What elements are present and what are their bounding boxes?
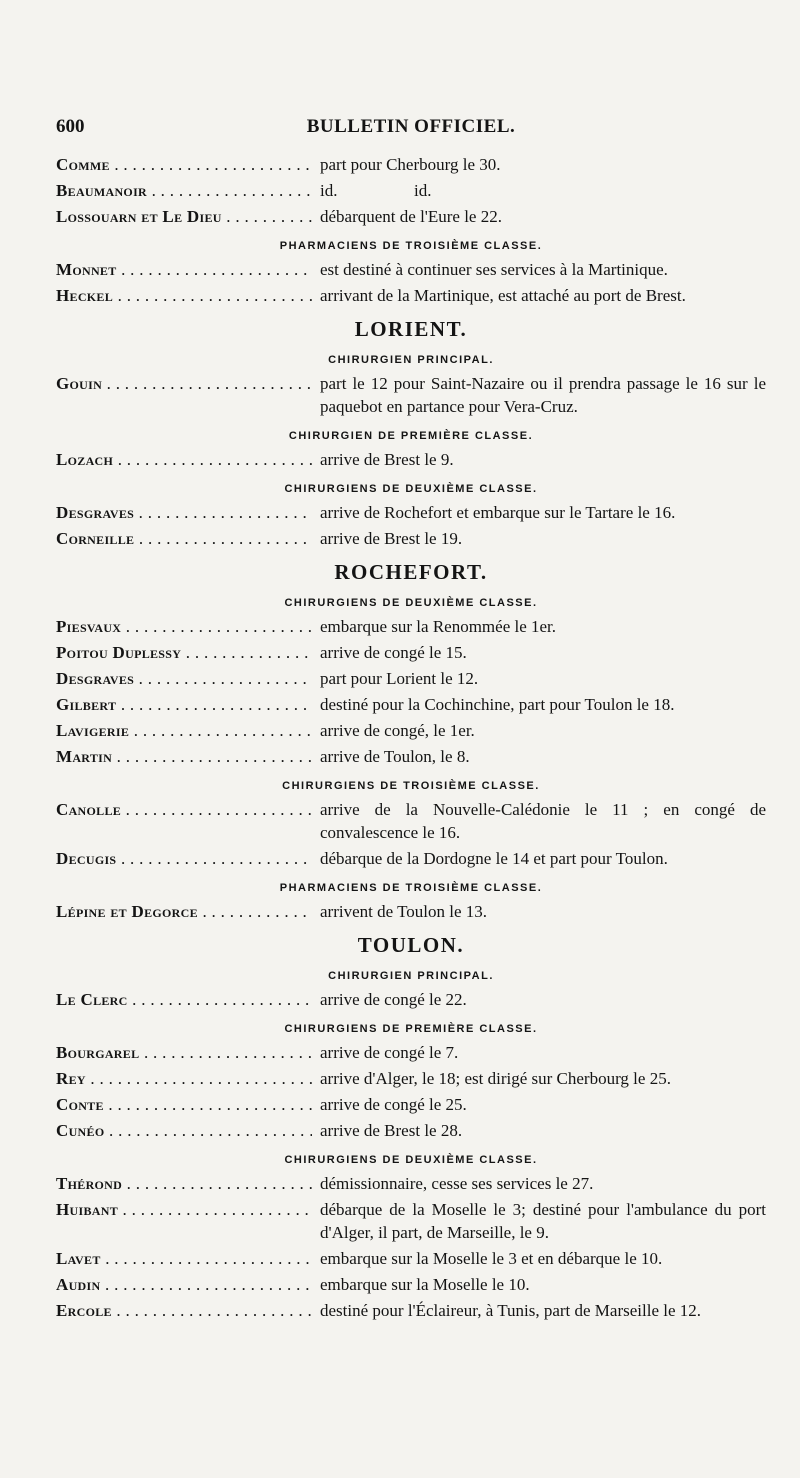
personnel-entry <box>56 284 766 307</box>
personnel-entry <box>56 988 766 1011</box>
personnel-entry <box>56 798 766 844</box>
person-name: Gouin . . . <box>56 372 312 418</box>
rank-heading: CHIRURGIENS DE PREMIÈRE CLASSE. <box>284 1023 538 1035</box>
person-name: Gilbert . . . <box>56 693 312 716</box>
movement-description: destiné pour la Cochinchine, part pour Toulon le 18. <box>320 695 675 714</box>
movement-description: arrivent de Toulon le 13. <box>320 902 488 921</box>
rank-heading: PHARMACIENS DE TROISIÈME CLASSE. <box>279 882 543 894</box>
personnel-entry <box>56 641 766 664</box>
movement-description: démissionnaire, cesse ses services le 27. <box>320 1174 594 1193</box>
personnel-entry <box>56 1247 766 1270</box>
port-heading: LORIENT. <box>354 317 468 341</box>
person-name: Monnet . . . <box>56 258 312 281</box>
person-name: Huibant . . . <box>56 1198 312 1244</box>
personnel-entry <box>56 1273 766 1296</box>
bulletin-title: BULLETIN OFFICIEL. <box>306 116 516 137</box>
movement-description: débarquent de l'Eure le 22. <box>320 207 502 226</box>
port-heading: ROCHEFORT. <box>334 560 488 584</box>
movement-description: arrive de Brest le 28. <box>320 1121 463 1140</box>
personnel-entry <box>56 153 766 176</box>
personnel-entry <box>56 847 766 870</box>
person-name: Lossouarn et Le Dieu . . . <box>56 205 312 228</box>
personnel-entry <box>56 1198 766 1244</box>
movement-description: embarque sur la Renommée le 1er. <box>320 617 557 636</box>
personnel-entry <box>56 1067 766 1090</box>
rank-heading: CHIRURGIEN PRINCIPAL. <box>328 354 494 366</box>
person-name: Lépine et Degorce . . . <box>56 900 312 923</box>
movement-description: arrive de congé le 15. <box>320 643 467 662</box>
movement-description: arrive de la Nouvelle-Calédonie le 11 ; en congé de convalescence le 16. <box>320 800 766 842</box>
personnel-entry <box>56 1093 766 1116</box>
person-name: Lozach . . . <box>56 448 312 471</box>
personnel-entry <box>56 1041 766 1064</box>
person-name: Piesvaux . . . <box>56 615 312 638</box>
movement-description: est destiné à continuer ses services à la Martinique. <box>320 260 668 279</box>
person-name: Lavet . . . <box>56 1247 312 1270</box>
person-name: Desgraves . . . <box>56 501 312 524</box>
rank-heading: CHIRURGIENS DE TROISIÈME CLASSE. <box>282 780 540 792</box>
person-name: Thérond . . . <box>56 1172 312 1195</box>
rank-heading: PHARMACIENS DE TROISIÈME CLASSE. <box>279 240 543 252</box>
personnel-entry <box>56 179 766 202</box>
person-name: Desgraves . . . <box>56 667 312 690</box>
port-heading: TOULON. <box>357 933 465 957</box>
personnel-entry <box>56 501 766 524</box>
movement-description: arrive de Brest le 19. <box>320 529 463 548</box>
movements-list <box>56 153 766 1322</box>
movement-description: arrive de congé le 22. <box>320 990 467 1009</box>
personnel-entry <box>56 372 766 418</box>
movement-description: débarque de la Moselle le 3; destiné pour l'ambulance du port d'Alger, il part, de Marseille, le 9. <box>320 1200 766 1242</box>
person-name: Conte . . . <box>56 1093 312 1116</box>
rank-heading: CHIRURGIEN DE PREMIÈRE CLASSE. <box>288 430 534 442</box>
rank-heading: CHIRURGIENS DE DEUXIÈME CLASSE. <box>284 1154 538 1166</box>
movement-description: arrivant de la Martinique, est attaché au port de Brest. <box>320 286 686 305</box>
movement-description: destiné pour l'Éclaireur, à Tunis, part de Marseille le 12. <box>320 1301 702 1320</box>
personnel-entry <box>56 693 766 716</box>
personnel-entry <box>56 667 766 690</box>
movement-description: arrive de Rochefort et embarque sur le Tartare le 16. <box>320 503 676 522</box>
personnel-entry <box>56 745 766 768</box>
page-header <box>56 110 766 150</box>
page-number: 600 <box>56 116 85 137</box>
person-name: Bourgarel . . . <box>56 1041 312 1064</box>
rank-heading: CHIRURGIEN PRINCIPAL. <box>328 970 494 982</box>
person-name: Canolle . . . <box>56 798 312 844</box>
personnel-entry <box>56 719 766 742</box>
person-name: Le Clerc . . . <box>56 988 312 1011</box>
movement-description: arrive de congé le 25. <box>320 1095 467 1114</box>
person-name: Martin . . . <box>56 745 312 768</box>
movement-description: part le 12 pour Saint-Nazaire ou il prendra passage le 16 sur le paquebot en partance pour Vera-Cruz. <box>320 374 766 416</box>
movement-description: id. id. <box>320 181 432 200</box>
person-name: Audin . . . <box>56 1273 312 1296</box>
personnel-entry <box>56 1172 766 1195</box>
movement-description: débarque de la Dordogne le 14 et part pour Toulon. <box>320 849 668 868</box>
person-name: Lavigerie . . . <box>56 719 312 742</box>
movement-description: arrive de congé, le 1er. <box>320 721 475 740</box>
rank-heading: CHIRURGIENS DE DEUXIÈME CLASSE. <box>284 483 538 495</box>
movement-description: arrive d'Alger, le 18; est dirigé sur Cherbourg le 25. <box>320 1069 671 1088</box>
personnel-entry <box>56 900 766 923</box>
personnel-entry <box>56 1119 766 1142</box>
person-name: Ercole . . . <box>56 1299 312 1322</box>
movement-description: embarque sur la Moselle le 10. <box>320 1275 530 1294</box>
person-name: Corneille . . . <box>56 527 312 550</box>
person-name: Rey . . . <box>56 1067 312 1090</box>
movement-description: part pour Cherbourg le 30. <box>320 155 501 174</box>
person-name: Decugis . . . <box>56 847 312 870</box>
movement-description: part pour Lorient le 12. <box>320 669 479 688</box>
rank-heading: CHIRURGIENS DE DEUXIÈME CLASSE. <box>284 597 538 609</box>
movement-description: arrive de Brest le 9. <box>320 450 454 469</box>
movement-description: embarque sur la Moselle le 3 et en débarque le 10. <box>320 1249 663 1268</box>
personnel-entry <box>56 527 766 550</box>
personnel-entry <box>56 1299 766 1322</box>
personnel-entry <box>56 258 766 281</box>
person-name: Heckel . . . <box>56 284 312 307</box>
person-name: Poitou Duplessy . . . <box>56 641 312 664</box>
personnel-entry <box>56 205 766 228</box>
personnel-entry <box>56 448 766 471</box>
person-name: Comme . . . <box>56 153 312 176</box>
movement-description: arrive de congé le 7. <box>320 1043 459 1062</box>
personnel-entry <box>56 615 766 638</box>
person-name: Beaumanoir . . . <box>56 179 312 202</box>
movement-description: arrive de Toulon, le 8. <box>320 747 470 766</box>
person-name: Cunéo . . . <box>56 1119 312 1142</box>
